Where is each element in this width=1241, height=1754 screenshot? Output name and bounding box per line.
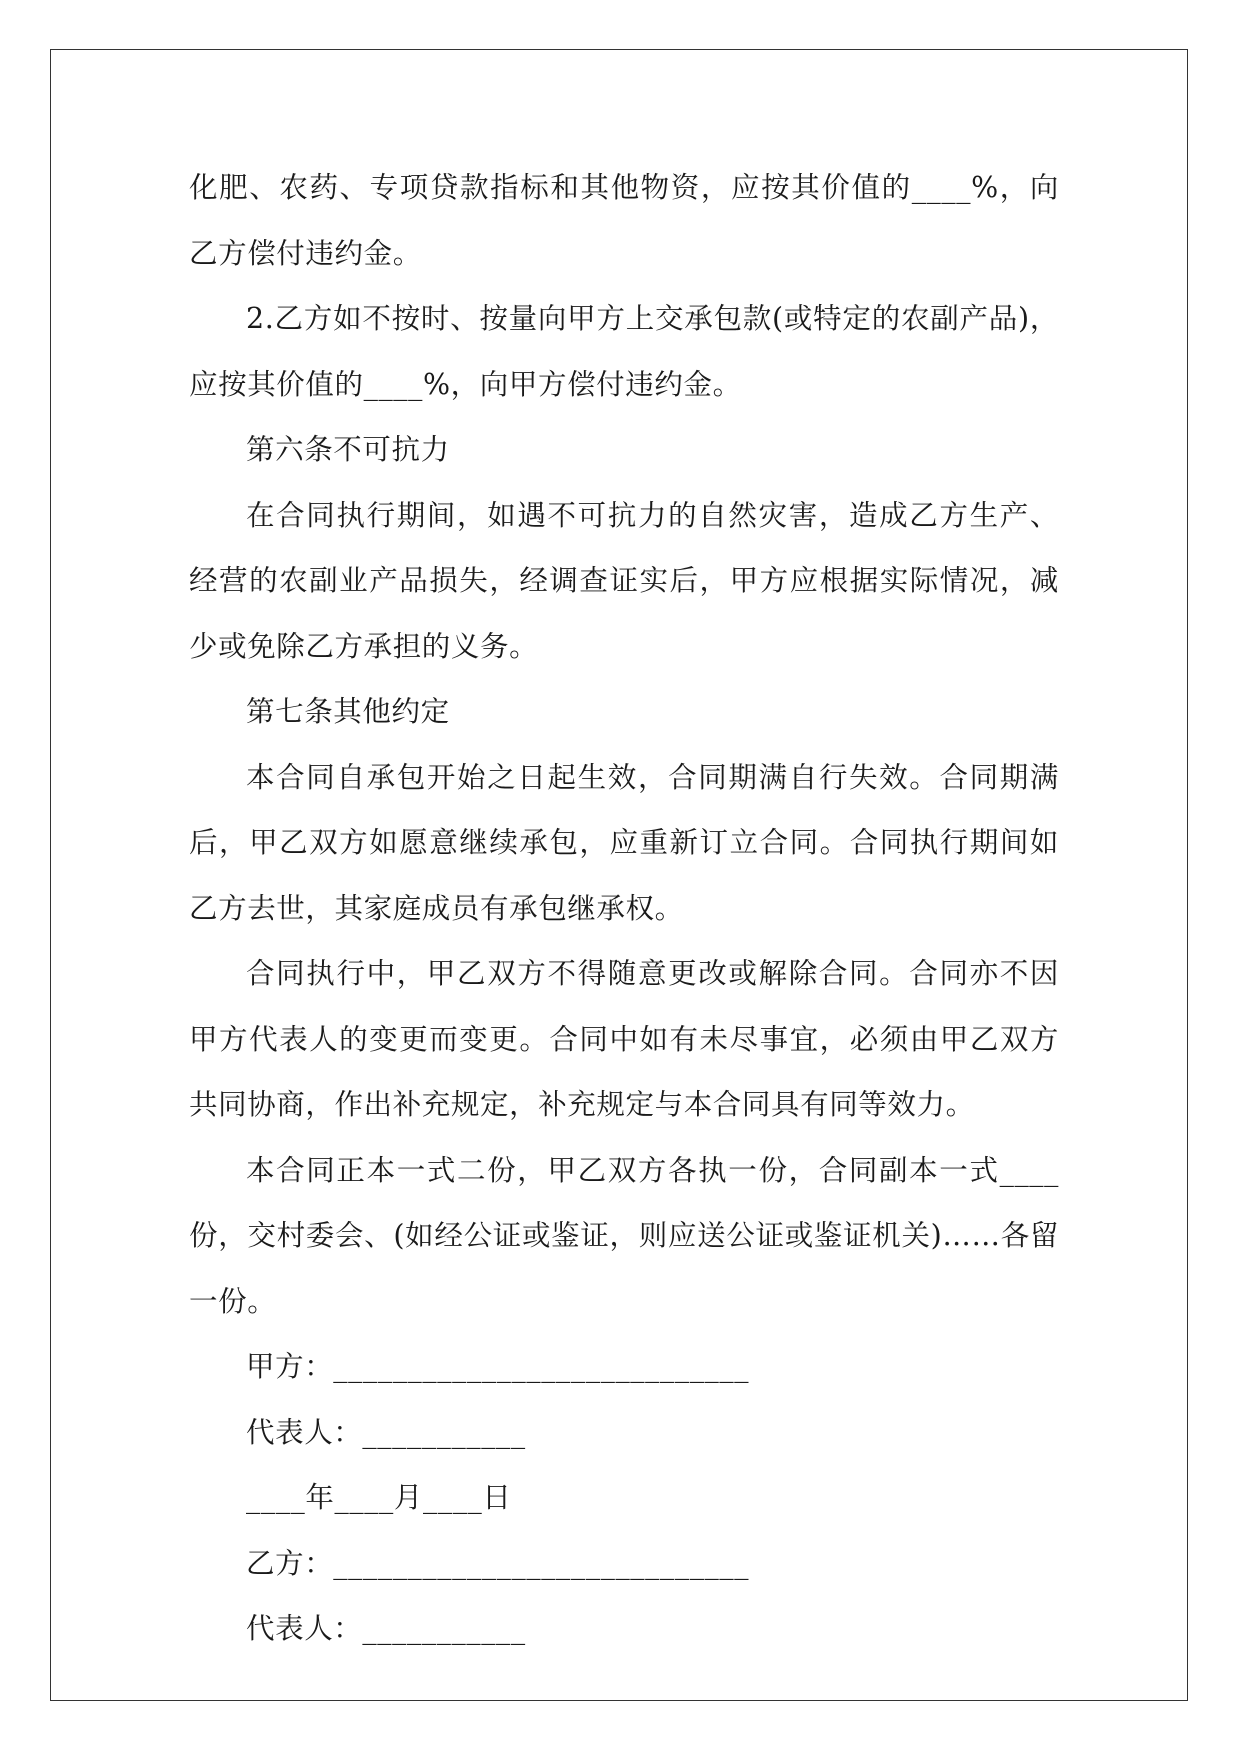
article-7-heading: 第七条其他约定 [246,695,450,728]
paragraph-validity: 本合同自承包开始之日起生效，合同期满自行失效。合同期满后，甲乙双方如愿意继续承包，应重新订立合同。合同执行期间如乙方去世，其家庭成员有承包继承权。 [189,760,1059,925]
signature-date: ____年____月____日 [246,1481,512,1514]
signature-party-b: 乙方：____________________________ [246,1546,750,1580]
signature-party-b-representative: 代表人：___________ [246,1612,526,1645]
paragraph-penalty-party-b: 2.乙方如不按时、按量向甲方上交承包款(或特定的农副产品)，应按其价值的____%，向甲方偿付违约金。 [189,302,1059,401]
paragraph-penalty-continued: 化肥、农药、专项贷款指标和其他物资，应按其价值的____%，向乙方偿付违约金。 [189,171,1059,270]
document-body [189,155,1059,1662]
signature-party-a-representative: 代表人：___________ [246,1415,526,1449]
paragraph-force-majeure: 在合同执行期间，如遇不可抗力的自然灾害，造成乙方生产、经营的农副业产品损失，经调查证实后，甲方应根据实际情况，减少或免除乙方承担的义务。 [189,498,1059,663]
paragraph-modification: 合同执行中，甲乙双方不得随意更改或解除合同。合同亦不因甲方代表人的变更而变更。合同中如有未尽事宜，必须由甲乙双方共同协商，作出补充规定，补充规定与本合同具有同等效力。 [189,957,1059,1121]
paragraph-copies: 本合同正本一式二份，甲乙双方各执一份，合同副本一式____份，交村委会、(如经公证或鉴证，则应送公证或鉴证机关)……各留一份。 [189,1153,1059,1318]
article-6-heading: 第六条不可抗力 [246,433,450,466]
signature-party-a: 甲方：____________________________ [246,1350,750,1383]
